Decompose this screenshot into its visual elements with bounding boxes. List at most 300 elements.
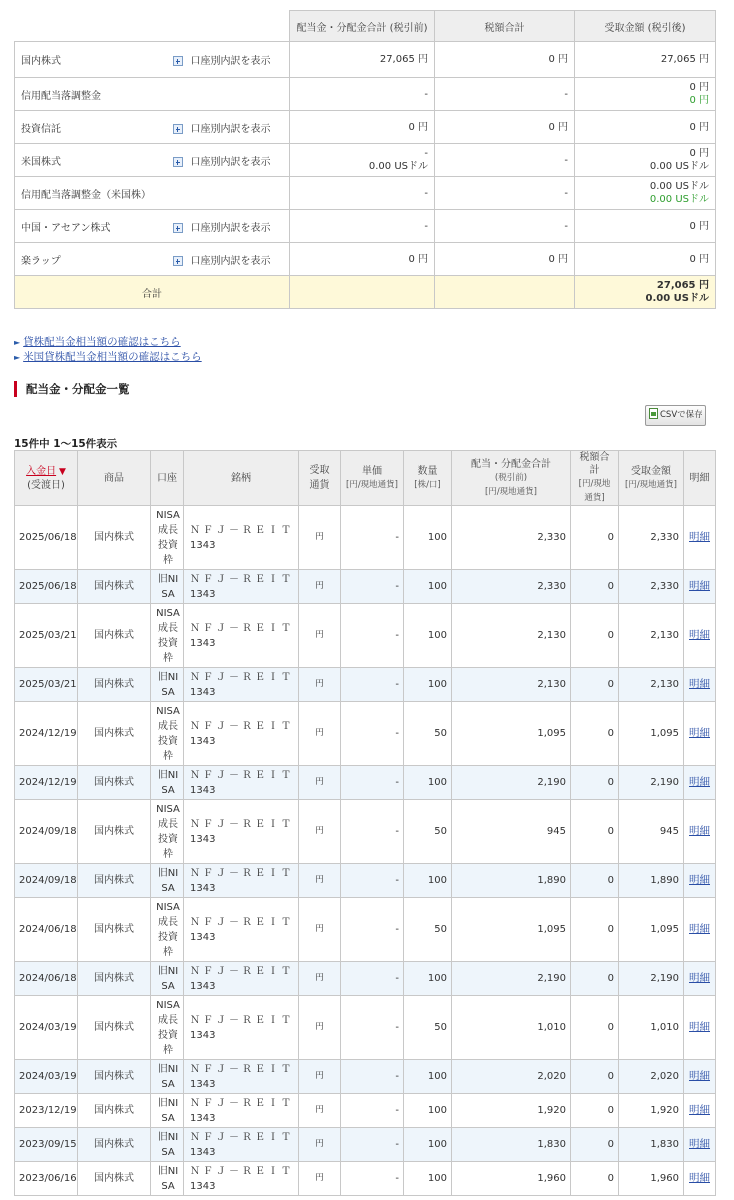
col-net-label: 受取金額: [631, 465, 671, 477]
expand-account-breakdown-button[interactable]: [173, 124, 271, 135]
row-net: 2,190: [619, 766, 684, 800]
row-qty: 100: [404, 604, 452, 668]
csv-save-label: CSVで保存: [660, 410, 703, 420]
table-row: [15, 506, 716, 570]
row-qty: 100: [404, 1094, 452, 1128]
row-code: 1343: [190, 980, 216, 992]
expand-account-breakdown-button[interactable]: [173, 256, 271, 267]
summary-row-label: 投資信託: [15, 111, 173, 144]
sort-desc-icon: ▼: [56, 466, 66, 477]
summary-tax-cell: -: [435, 78, 575, 111]
summary-net-cell: [575, 111, 716, 144]
summary-body: [15, 42, 716, 309]
row-date: 2024/06/18: [15, 962, 78, 996]
row-name: ＮＦＪ－ＲＥＩＴ: [190, 867, 294, 879]
row-account-cell: [151, 570, 184, 604]
link-row: [14, 350, 202, 365]
row-date: 2024/09/18: [15, 800, 78, 864]
row-detail-link[interactable]: 明細: [689, 776, 710, 788]
row-product: 国内株式: [78, 570, 151, 604]
dividend-list-table: [14, 450, 716, 1196]
row-qty: 50: [404, 800, 452, 864]
summary-row-label: 国内株式: [15, 42, 173, 78]
summary-header-net: 受取金額 (税引後): [575, 11, 716, 42]
row-product: 国内株式: [78, 1162, 151, 1196]
summary-row: [15, 177, 716, 210]
table-row: [15, 766, 716, 800]
summary-gross-cell-sub: 0.00 USドル: [368, 161, 428, 172]
plus-icon: [173, 256, 183, 266]
row-currency: 円: [299, 766, 341, 800]
col-gross-label: 配当・分配金合計: [471, 458, 551, 470]
lending-dividend-link[interactable]: 貸株配当金相当額の確認はこちら: [23, 336, 181, 348]
row-account-cell: [151, 800, 184, 864]
row-detail-cell: [684, 570, 716, 604]
summary-tax-cell: -: [435, 144, 575, 177]
row-tax: 0: [571, 570, 619, 604]
row-unit: -: [341, 604, 404, 668]
row-account-cell: [151, 604, 184, 668]
summary-row-label: 中国・アセアン株式: [15, 210, 173, 243]
row-detail-link[interactable]: 明細: [689, 825, 710, 837]
table-row: [15, 668, 716, 702]
row-tax: 0: [571, 962, 619, 996]
row-detail-link[interactable]: 明細: [689, 531, 710, 543]
row-detail-link[interactable]: 明細: [689, 678, 710, 690]
summary-net-cell: [575, 78, 716, 111]
row-unit: -: [341, 962, 404, 996]
col-unit-label: 単価: [362, 465, 382, 477]
row-gross: 1,960: [452, 1162, 571, 1196]
row-product: 国内株式: [78, 898, 151, 962]
row-currency: 円: [299, 898, 341, 962]
expand-account-breakdown-button[interactable]: [173, 157, 271, 168]
row-unit: -: [341, 1094, 404, 1128]
row-currency: 円: [299, 668, 341, 702]
row-account: 旧NISA: [157, 867, 179, 894]
row-code: 1343: [190, 539, 216, 551]
row-date: 2025/03/21: [15, 604, 78, 668]
row-date: 2023/12/19: [15, 1094, 78, 1128]
row-code: 1343: [190, 882, 216, 894]
row-account-cell: [151, 962, 184, 996]
table-row: [15, 996, 716, 1060]
row-gross: 2,190: [452, 962, 571, 996]
row-detail-link[interactable]: 明細: [689, 629, 710, 641]
summary-net-cell: [575, 144, 716, 177]
row-gross: 945: [452, 800, 571, 864]
row-detail-cell: [684, 604, 716, 668]
row-account-cell: [151, 898, 184, 962]
summary-net-cell-sub: 0.00 USドル: [649, 161, 709, 172]
row-detail-link[interactable]: 明細: [689, 1021, 710, 1033]
row-detail-cell: [684, 962, 716, 996]
row-date: 2023/06/16: [15, 1162, 78, 1196]
row-qty: 100: [404, 864, 452, 898]
row-product: 国内株式: [78, 996, 151, 1060]
row-account: NISA成長投資枠: [156, 607, 180, 664]
col-qty-sub: [株/口]: [414, 479, 441, 490]
row-date: 2024/06/18: [15, 898, 78, 962]
col-net-sub: [円/現地通貨]: [625, 479, 677, 490]
col-unit-sub: [円/現地通貨]: [346, 479, 398, 490]
row-unit: -: [341, 996, 404, 1060]
arrow-icon: ►: [14, 353, 21, 362]
row-product: 国内株式: [78, 864, 151, 898]
row-net: 1,960: [619, 1162, 684, 1196]
summary-header-row: [15, 11, 716, 42]
col-currency: [299, 451, 341, 506]
row-name-cell: [184, 506, 299, 570]
plus-icon: [173, 157, 183, 167]
row-name: ＮＦＪ－ＲＥＩＴ: [190, 524, 294, 536]
summary-corner: [15, 11, 290, 42]
row-qty: 50: [404, 898, 452, 962]
us-lending-dividend-link[interactable]: 米国貸株配当金相当額の確認はこちら: [23, 351, 202, 363]
row-code: 1343: [190, 686, 216, 698]
row-detail-cell: [684, 996, 716, 1060]
row-date: 2024/03/19: [15, 1060, 78, 1094]
row-net: 1,010: [619, 996, 684, 1060]
summary-total-row: [15, 276, 716, 309]
row-date: 2024/12/19: [15, 766, 78, 800]
summary-gross-cell: [290, 78, 435, 111]
row-account: 旧NISA: [157, 1165, 179, 1192]
plus-icon: [173, 223, 183, 233]
summary-gross-cell-jpy: -: [424, 220, 428, 232]
summary-total-net: [575, 276, 716, 309]
row-account: 旧NISA: [157, 1097, 179, 1124]
row-name-cell: [184, 766, 299, 800]
summary-row-expand-cell: [173, 78, 290, 111]
row-detail-link[interactable]: 明細: [689, 1070, 710, 1082]
row-net: 2,330: [619, 506, 684, 570]
row-code: 1343: [190, 735, 216, 747]
row-detail-cell: [684, 506, 716, 570]
row-qty: 100: [404, 668, 452, 702]
col-detail: 明細: [684, 451, 716, 506]
row-unit: -: [341, 570, 404, 604]
row-name-cell: [184, 604, 299, 668]
row-tax: 0: [571, 668, 619, 702]
row-name: ＮＦＪ－ＲＥＩＴ: [190, 720, 294, 732]
expand-label: 口座別内訳を表示: [190, 222, 271, 234]
row-detail-cell: [684, 668, 716, 702]
row-tax: 0: [571, 1162, 619, 1196]
row-tax: 0: [571, 1128, 619, 1162]
row-date: 2025/03/21: [15, 668, 78, 702]
summary-net-cell-jpy: 0 円: [689, 253, 709, 265]
row-net: 1,890: [619, 864, 684, 898]
col-gross-sub1: (税引前): [494, 472, 528, 483]
row-net: 2,020: [619, 1060, 684, 1094]
row-tax: 0: [571, 506, 619, 570]
col-tax-label: 税額合計: [579, 452, 610, 476]
summary-row-expand-cell: [173, 177, 290, 210]
col-qty-label: 数量: [417, 465, 438, 477]
row-gross: 1,010: [452, 996, 571, 1060]
summary-net-cell-jpy: 0 円: [689, 220, 709, 232]
summary-gross-cell-jpy: 27,065 円: [379, 54, 428, 65]
row-net: 1,095: [619, 898, 684, 962]
row-gross: 2,130: [452, 668, 571, 702]
row-product: 国内株式: [78, 1060, 151, 1094]
row-tax: 0: [571, 898, 619, 962]
table-row: [15, 604, 716, 668]
row-code: 1343: [190, 833, 216, 845]
row-currency: 円: [299, 800, 341, 864]
row-net: 1,920: [619, 1094, 684, 1128]
row-detail-link[interactable]: 明細: [689, 580, 710, 592]
row-date: 2024/12/19: [15, 702, 78, 766]
row-product: 国内株式: [78, 800, 151, 864]
col-account: 口座: [151, 451, 184, 506]
row-currency: 円: [299, 604, 341, 668]
row-name: ＮＦＪ－ＲＥＩＴ: [190, 1014, 294, 1026]
row-qty: 100: [404, 570, 452, 604]
summary-total-gross: [290, 276, 435, 309]
row-account: NISA成長投資枠: [156, 705, 180, 762]
summary-gross-cell: [290, 42, 435, 78]
summary-gross-cell: [290, 111, 435, 144]
csv-save-button[interactable]: [645, 405, 706, 426]
row-name-cell: [184, 898, 299, 962]
row-product: 国内株式: [78, 604, 151, 668]
summary-gross-cell-jpy: 0 円: [408, 253, 428, 265]
row-currency: 円: [299, 570, 341, 604]
summary-total-label: 合計: [15, 276, 290, 309]
row-name: ＮＦＪ－ＲＥＩＴ: [190, 1131, 294, 1143]
row-currency: 円: [299, 1094, 341, 1128]
row-account: 旧NISA: [157, 573, 179, 600]
row-tax: 0: [571, 800, 619, 864]
summary-net-cell: [575, 177, 716, 210]
expand-account-breakdown-button[interactable]: [173, 56, 271, 67]
summary-row-expand-cell: [173, 144, 290, 177]
expand-label: 口座別内訳を表示: [190, 156, 271, 168]
row-tax: 0: [571, 864, 619, 898]
row-account: 旧NISA: [157, 769, 179, 796]
row-qty: 100: [404, 506, 452, 570]
row-detail-cell: [684, 1128, 716, 1162]
row-name: ＮＦＪ－ＲＥＩＴ: [190, 622, 294, 634]
table-row: [15, 1162, 716, 1196]
row-detail-cell: [684, 1060, 716, 1094]
row-tax: 0: [571, 702, 619, 766]
row-account: NISA成長投資枠: [156, 803, 180, 860]
summary-gross-cell: [290, 177, 435, 210]
row-code: 1343: [190, 1029, 216, 1041]
row-detail-link[interactable]: 明細: [689, 1138, 710, 1150]
row-name: ＮＦＪ－ＲＥＩＴ: [190, 1063, 294, 1075]
row-unit: -: [341, 800, 404, 864]
row-currency: 円: [299, 1162, 341, 1196]
row-product: 国内株式: [78, 702, 151, 766]
expand-label: 口座別内訳を表示: [190, 123, 271, 135]
summary-net-cell: [575, 243, 716, 276]
expand-label: 口座別内訳を表示: [190, 56, 271, 67]
result-count: 15件中 1〜15件表示: [14, 438, 118, 450]
summary-table: [14, 10, 716, 309]
summary-gross-cell-jpy: -: [424, 187, 428, 199]
links-area: [14, 335, 202, 365]
summary-tax-cell: 0 円: [435, 111, 575, 144]
row-qty: 100: [404, 766, 452, 800]
row-currency: 円: [299, 864, 341, 898]
table-row: [15, 864, 716, 898]
row-date: 2023/09/15: [15, 1128, 78, 1162]
row-detail-link[interactable]: 明細: [689, 923, 710, 935]
row-net: 2,190: [619, 962, 684, 996]
table-row: [15, 570, 716, 604]
col-gross: [452, 451, 571, 506]
summary-net-cell-jpy: 27,065 円: [660, 54, 709, 65]
row-account: 旧NISA: [157, 965, 179, 992]
row-account-cell: [151, 702, 184, 766]
row-account: NISA成長投資枠: [156, 901, 180, 958]
col-date-sub: (受渡日): [27, 479, 65, 491]
row-net: 945: [619, 800, 684, 864]
row-detail-cell: [684, 800, 716, 864]
csv-file-icon: [649, 408, 658, 419]
row-account: 旧NISA: [157, 1131, 179, 1158]
row-detail-link[interactable]: 明細: [689, 1104, 710, 1116]
col-qty: [404, 451, 452, 506]
row-currency: 円: [299, 1128, 341, 1162]
row-unit: -: [341, 1128, 404, 1162]
row-product: 国内株式: [78, 766, 151, 800]
row-name-cell: [184, 800, 299, 864]
row-detail-cell: [684, 864, 716, 898]
row-gross: 1,830: [452, 1128, 571, 1162]
table-row: [15, 962, 716, 996]
row-name: ＮＦＪ－ＲＥＩＴ: [190, 671, 294, 683]
row-unit: -: [341, 766, 404, 800]
row-product: 国内株式: [78, 1094, 151, 1128]
expand-account-breakdown-button[interactable]: [173, 223, 271, 234]
row-gross: 1,920: [452, 1094, 571, 1128]
table-row: [15, 898, 716, 962]
row-qty: 100: [404, 962, 452, 996]
row-code: 1343: [190, 1180, 216, 1192]
row-account-cell: [151, 864, 184, 898]
row-name: ＮＦＪ－ＲＥＩＴ: [190, 573, 294, 585]
row-date: 2024/03/19: [15, 996, 78, 1060]
row-code: 1343: [190, 1078, 216, 1090]
row-tax: 0: [571, 766, 619, 800]
summary-row: [15, 42, 716, 78]
row-unit: -: [341, 668, 404, 702]
row-account-cell: [151, 668, 184, 702]
row-product: 国内株式: [78, 962, 151, 996]
row-detail-link[interactable]: 明細: [689, 727, 710, 739]
table-row: [15, 1094, 716, 1128]
link-row: [14, 335, 202, 350]
row-name-cell: [184, 570, 299, 604]
summary-net-cell-jpy: 0 円: [689, 148, 709, 159]
summary-net-cell: [575, 210, 716, 243]
row-detail-cell: [684, 1162, 716, 1196]
row-detail-link[interactable]: 明細: [689, 1172, 710, 1184]
col-unit: [341, 451, 404, 506]
row-product: 国内株式: [78, 1128, 151, 1162]
summary-tax-cell: -: [435, 210, 575, 243]
row-name-cell: [184, 1162, 299, 1196]
row-date: 2025/06/18: [15, 506, 78, 570]
row-gross: 2,330: [452, 570, 571, 604]
row-gross: 1,095: [452, 702, 571, 766]
row-detail-link[interactable]: 明細: [689, 874, 710, 886]
row-unit: -: [341, 506, 404, 570]
list-body: [15, 506, 716, 1196]
row-detail-cell: [684, 702, 716, 766]
row-currency: 円: [299, 506, 341, 570]
row-gross: 2,330: [452, 506, 571, 570]
row-detail-cell: [684, 1094, 716, 1128]
row-code: 1343: [190, 1112, 216, 1124]
table-row: [15, 702, 716, 766]
row-account-cell: [151, 1128, 184, 1162]
row-net: 2,130: [619, 604, 684, 668]
summary-total-usd: 0.00 USドル: [645, 293, 709, 304]
summary-net-cell-sub: 0 円: [689, 95, 709, 106]
summary-net-cell-jpy: 0 円: [689, 121, 709, 133]
summary-row: [15, 111, 716, 144]
sort-by-date-link[interactable]: 入金日: [26, 465, 57, 477]
row-account: 旧NISA: [157, 1063, 179, 1090]
row-net: 1,095: [619, 702, 684, 766]
row-currency: 円: [299, 702, 341, 766]
row-detail-link[interactable]: 明細: [689, 972, 710, 984]
summary-total-tax: [435, 276, 575, 309]
row-unit: -: [341, 702, 404, 766]
row-qty: 50: [404, 996, 452, 1060]
summary-row-label: 信用配当落調整金（米国株）: [15, 177, 173, 210]
row-qty: 100: [404, 1060, 452, 1094]
row-name: ＮＦＪ－ＲＥＩＴ: [190, 916, 294, 928]
row-net: 2,330: [619, 570, 684, 604]
summary-total-jpy: 27,065 円: [656, 280, 709, 291]
row-gross: 1,095: [452, 898, 571, 962]
row-code: 1343: [190, 588, 216, 600]
row-gross: 2,130: [452, 604, 571, 668]
row-account-cell: [151, 1060, 184, 1094]
row-tax: 0: [571, 1094, 619, 1128]
row-code: 1343: [190, 931, 216, 943]
row-name-cell: [184, 962, 299, 996]
row-product: 国内株式: [78, 668, 151, 702]
plus-icon: [173, 56, 183, 66]
row-currency: 円: [299, 962, 341, 996]
summary-row-expand-cell: [173, 210, 290, 243]
row-account-cell: [151, 996, 184, 1060]
list-header-row: [15, 451, 716, 506]
row-gross: 2,190: [452, 766, 571, 800]
row-account-cell: [151, 1094, 184, 1128]
row-detail-cell: [684, 898, 716, 962]
plus-icon: [173, 124, 183, 134]
col-net: [619, 451, 684, 506]
table-row: [15, 1128, 716, 1162]
row-name: ＮＦＪ－ＲＥＩＴ: [190, 818, 294, 830]
summary-header-tax: 税額合計: [435, 11, 575, 42]
row-code: 1343: [190, 784, 216, 796]
row-name-cell: [184, 996, 299, 1060]
table-row: [15, 800, 716, 864]
row-name: ＮＦＪ－ＲＥＩＴ: [190, 769, 294, 781]
section-title: 配当金・分配金一覧: [14, 381, 130, 397]
row-account-cell: [151, 1162, 184, 1196]
